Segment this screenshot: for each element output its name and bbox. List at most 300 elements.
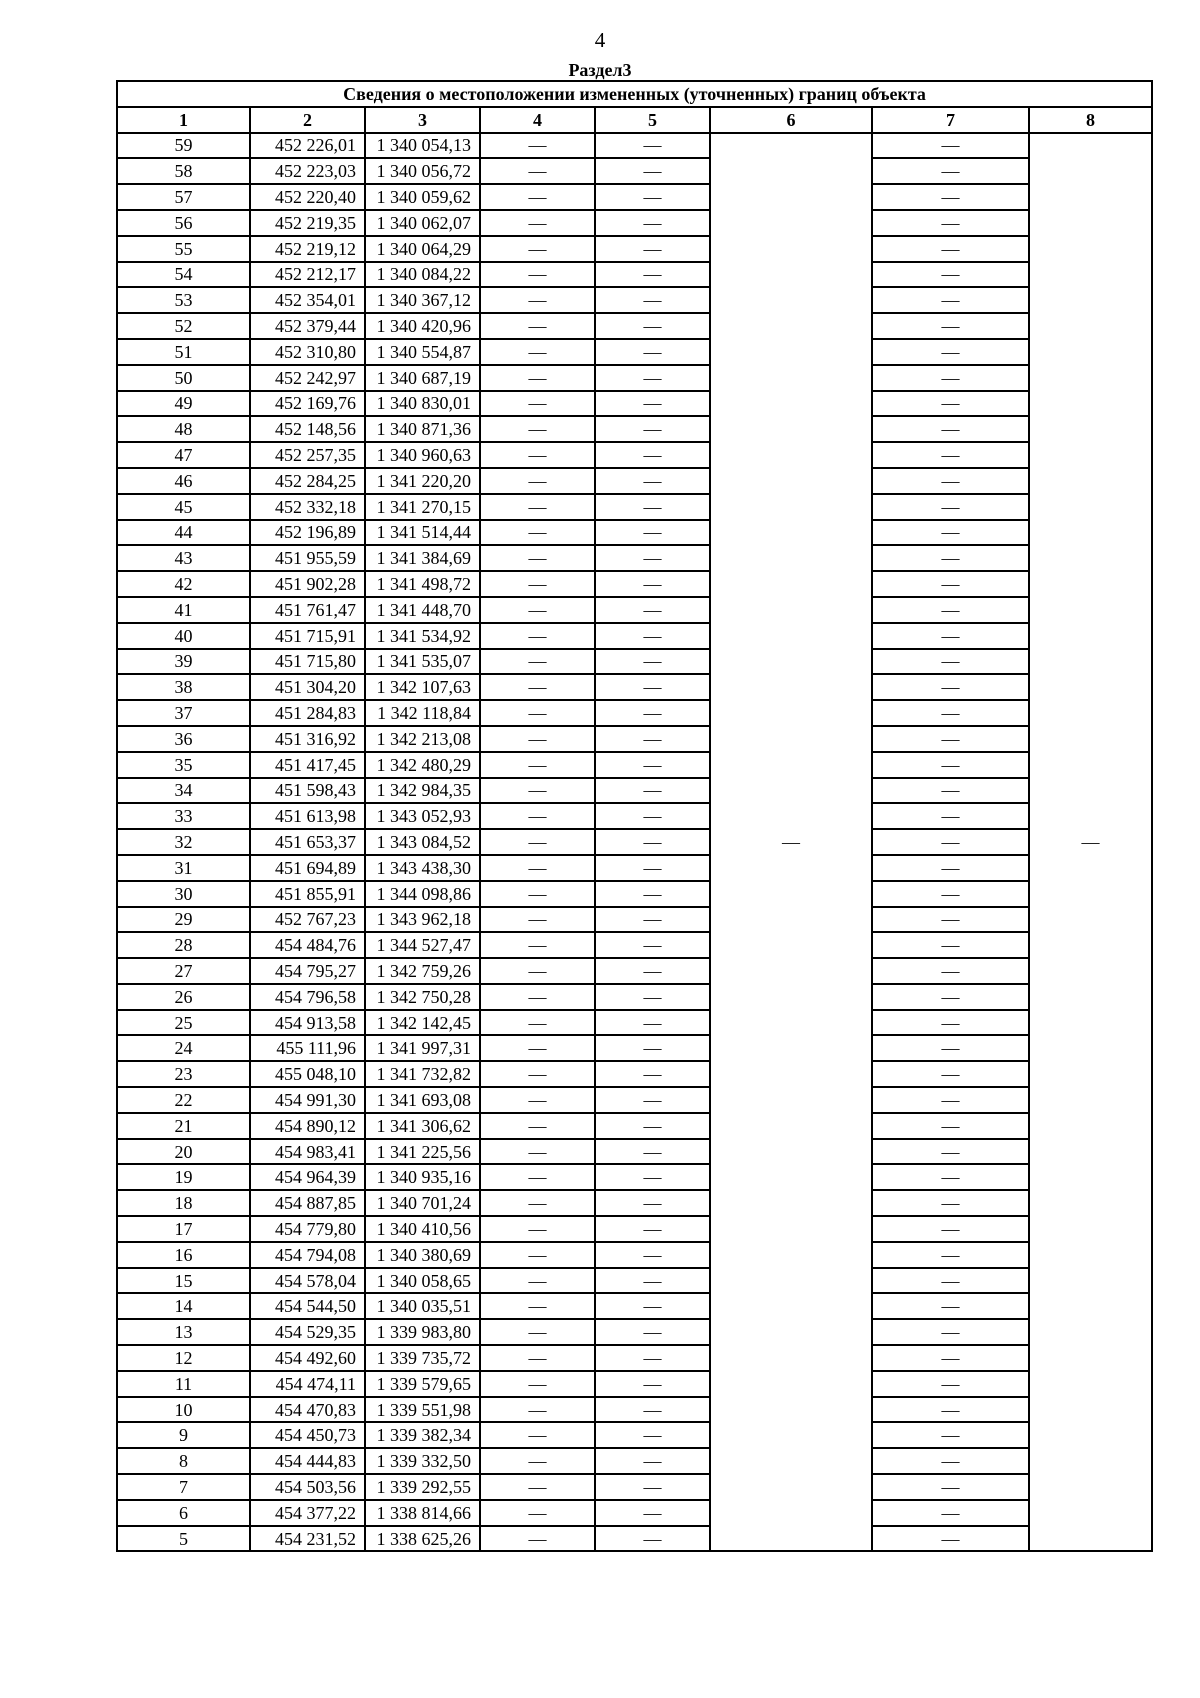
column-7-cell: — — [872, 881, 1029, 907]
coordinate-y-cell: 1 342 142,45 — [365, 1010, 480, 1036]
coordinate-x-cell: 451 598,43 — [250, 778, 365, 804]
coordinate-x-cell: 454 991,30 — [250, 1087, 365, 1113]
column-5-cell: — — [595, 133, 710, 159]
column-4-cell: — — [480, 210, 595, 236]
point-number-cell: 8 — [117, 1448, 250, 1474]
column-5-cell: — — [595, 571, 710, 597]
coordinate-y-cell: 1 341 534,92 — [365, 623, 480, 649]
column-7-cell: — — [872, 1422, 1029, 1448]
column-7-cell: — — [872, 365, 1029, 391]
column-5-cell: — — [595, 287, 710, 313]
coordinate-y-cell: 1 341 693,08 — [365, 1087, 480, 1113]
coordinate-x-cell: 452 169,76 — [250, 391, 365, 417]
coordinate-x-cell: 452 242,97 — [250, 365, 365, 391]
coordinate-y-cell: 1 340 054,13 — [365, 133, 480, 159]
coordinate-y-cell: 1 342 984,35 — [365, 778, 480, 804]
column-7-cell: — — [872, 649, 1029, 675]
column-7-cell: — — [872, 1139, 1029, 1165]
column-7-cell: — — [872, 133, 1029, 159]
column-7-cell: — — [872, 1061, 1029, 1087]
point-number-cell: 14 — [117, 1293, 250, 1319]
coordinate-x-cell: 454 794,08 — [250, 1242, 365, 1268]
coordinate-x-cell: 454 796,58 — [250, 984, 365, 1010]
column-4-cell: — — [480, 1422, 595, 1448]
table-row — [117, 442, 1152, 468]
table-row — [117, 1526, 1152, 1552]
coordinate-x-cell: 452 220,40 — [250, 184, 365, 210]
coordinate-x-cell: 452 354,01 — [250, 287, 365, 313]
column-4-cell: — — [480, 494, 595, 520]
column-7-cell: — — [872, 623, 1029, 649]
coordinate-y-cell: 1 341 220,20 — [365, 468, 480, 494]
column-4-cell: — — [480, 649, 595, 675]
column-header: 7 — [872, 107, 1029, 133]
point-number-cell: 5 — [117, 1526, 250, 1552]
table-row — [117, 726, 1152, 752]
table-row — [117, 210, 1152, 236]
table-row — [117, 958, 1152, 984]
point-number-cell: 20 — [117, 1139, 250, 1165]
coordinate-y-cell: 1 340 367,12 — [365, 287, 480, 313]
coordinate-y-cell: 1 340 084,22 — [365, 262, 480, 288]
point-number-cell: 33 — [117, 803, 250, 829]
coordinate-y-cell: 1 340 935,16 — [365, 1164, 480, 1190]
column-4-cell: — — [480, 597, 595, 623]
table-row — [117, 674, 1152, 700]
column-4-cell: — — [480, 907, 595, 933]
column-7-cell: — — [872, 803, 1029, 829]
point-number-cell: 22 — [117, 1087, 250, 1113]
column-4-cell: — — [480, 158, 595, 184]
coordinate-x-cell: 454 529,35 — [250, 1319, 365, 1345]
coordinate-y-cell: 1 339 735,72 — [365, 1345, 480, 1371]
column-5-cell: — — [595, 958, 710, 984]
column-5-cell: — — [595, 184, 710, 210]
column-5-cell: — — [595, 1113, 710, 1139]
coordinate-y-cell: 1 339 332,50 — [365, 1448, 480, 1474]
point-number-cell: 29 — [117, 907, 250, 933]
coordinate-y-cell: 1 341 384,69 — [365, 545, 480, 571]
column-5-cell: — — [595, 932, 710, 958]
point-number-cell: 7 — [117, 1474, 250, 1500]
column-4-cell: — — [480, 1397, 595, 1423]
coordinate-x-cell: 452 284,25 — [250, 468, 365, 494]
column-7-cell: — — [872, 1164, 1029, 1190]
column-7-cell: — — [872, 778, 1029, 804]
column-4-cell: — — [480, 1500, 595, 1526]
coordinate-y-cell: 1 339 292,55 — [365, 1474, 480, 1500]
column-7-cell: — — [872, 752, 1029, 778]
column-7-cell: — — [872, 932, 1029, 958]
coordinate-y-cell: 1 339 551,98 — [365, 1397, 480, 1423]
page-number: 4 — [594, 28, 606, 52]
column-5-cell: — — [595, 881, 710, 907]
column-4-cell: — — [480, 1010, 595, 1036]
point-number-cell: 41 — [117, 597, 250, 623]
column-5-cell: — — [595, 1422, 710, 1448]
column-7-cell: — — [872, 287, 1029, 313]
column-5-cell: — — [595, 726, 710, 752]
coordinate-y-cell: 1 342 118,84 — [365, 700, 480, 726]
coordinate-y-cell: 1 340 830,01 — [365, 391, 480, 417]
column-4-cell: — — [480, 752, 595, 778]
column-7-cell: — — [872, 468, 1029, 494]
column-5-cell: — — [595, 1526, 710, 1552]
column-header: 4 — [480, 107, 595, 133]
coordinate-y-cell: 1 343 052,93 — [365, 803, 480, 829]
coordinate-x-cell: 451 694,89 — [250, 855, 365, 881]
column-4-cell: — — [480, 1319, 595, 1345]
coordinate-x-cell: 452 212,17 — [250, 262, 365, 288]
column-7-cell: — — [872, 262, 1029, 288]
coordinate-y-cell: 1 340 871,36 — [365, 416, 480, 442]
point-number-cell: 42 — [117, 571, 250, 597]
column-5-cell: — — [595, 649, 710, 675]
table-row — [117, 1010, 1152, 1036]
coordinate-x-cell: 451 284,83 — [250, 700, 365, 726]
coordinate-x-cell: 451 855,91 — [250, 881, 365, 907]
table-row — [117, 339, 1152, 365]
boundary-coordinates-table — [116, 80, 1153, 1552]
column-5-cell: — — [595, 1268, 710, 1294]
column-7-cell: — — [872, 494, 1029, 520]
column-4-cell: — — [480, 133, 595, 159]
table-row — [117, 700, 1152, 726]
point-number-cell: 58 — [117, 158, 250, 184]
column-5-cell: — — [595, 1293, 710, 1319]
coordinate-x-cell: 454 913,58 — [250, 1010, 365, 1036]
column-5-cell: — — [595, 1319, 710, 1345]
column-4-cell: — — [480, 1448, 595, 1474]
column-4-cell: — — [480, 1474, 595, 1500]
point-number-cell: 37 — [117, 700, 250, 726]
table-row — [117, 184, 1152, 210]
column-7-cell: — — [872, 1319, 1029, 1345]
table-row — [117, 236, 1152, 262]
section-title: Раздел3 — [568, 60, 632, 80]
table-row — [117, 1371, 1152, 1397]
table-row — [117, 520, 1152, 546]
column-5-cell: — — [595, 1216, 710, 1242]
column-5-cell: — — [595, 339, 710, 365]
column-4-cell: — — [480, 778, 595, 804]
column-8-merged-cell: — — [1029, 133, 1152, 1552]
coordinate-y-cell: 1 342 480,29 — [365, 752, 480, 778]
coordinate-x-cell: 451 761,47 — [250, 597, 365, 623]
column-7-cell: — — [872, 855, 1029, 881]
coordinate-x-cell: 454 470,83 — [250, 1397, 365, 1423]
coordinate-x-cell: 454 983,41 — [250, 1139, 365, 1165]
column-4-cell: — — [480, 1268, 595, 1294]
table-row — [117, 597, 1152, 623]
column-4-cell: — — [480, 339, 595, 365]
table-row — [117, 1474, 1152, 1500]
point-number-cell: 44 — [117, 520, 250, 546]
column-4-cell: — — [480, 468, 595, 494]
point-number-cell: 28 — [117, 932, 250, 958]
column-7-cell: — — [872, 1268, 1029, 1294]
point-number-cell: 45 — [117, 494, 250, 520]
coordinate-y-cell: 1 342 213,08 — [365, 726, 480, 752]
column-5-cell: — — [595, 700, 710, 726]
coordinate-y-cell: 1 340 420,96 — [365, 313, 480, 339]
coordinate-y-cell: 1 341 270,15 — [365, 494, 480, 520]
coordinate-y-cell: 1 341 514,44 — [365, 520, 480, 546]
column-7-cell: — — [872, 184, 1029, 210]
column-7-cell: — — [872, 726, 1029, 752]
column-4-cell: — — [480, 571, 595, 597]
table-row — [117, 416, 1152, 442]
point-number-cell: 48 — [117, 416, 250, 442]
table-caption-row — [117, 81, 1152, 107]
coordinate-x-cell: 452 310,80 — [250, 339, 365, 365]
coordinate-x-cell: 454 492,60 — [250, 1345, 365, 1371]
column-5-cell: — — [595, 158, 710, 184]
point-number-cell: 17 — [117, 1216, 250, 1242]
coordinate-x-cell: 452 219,12 — [250, 236, 365, 262]
coordinate-y-cell: 1 341 997,31 — [365, 1035, 480, 1061]
point-number-cell: 12 — [117, 1345, 250, 1371]
column-header: 1 — [117, 107, 250, 133]
column-4-cell: — — [480, 416, 595, 442]
column-7-cell: — — [872, 829, 1029, 855]
point-number-cell: 50 — [117, 365, 250, 391]
table-row — [117, 1113, 1152, 1139]
column-7-cell: — — [872, 1010, 1029, 1036]
coordinate-y-cell: 1 338 814,66 — [365, 1500, 480, 1526]
column-number-row — [117, 107, 1152, 133]
column-5-cell: — — [595, 1448, 710, 1474]
column-5-cell: — — [595, 416, 710, 442]
point-number-cell: 11 — [117, 1371, 250, 1397]
coordinate-y-cell: 1 343 438,30 — [365, 855, 480, 881]
coordinate-y-cell: 1 340 554,87 — [365, 339, 480, 365]
coordinate-y-cell: 1 339 579,65 — [365, 1371, 480, 1397]
coordinate-x-cell: 452 257,35 — [250, 442, 365, 468]
coordinate-y-cell: 1 340 056,72 — [365, 158, 480, 184]
coordinate-y-cell: 1 338 625,26 — [365, 1526, 480, 1552]
table-row — [117, 623, 1152, 649]
table-row — [117, 313, 1152, 339]
coordinate-y-cell: 1 339 382,34 — [365, 1422, 480, 1448]
point-number-cell: 19 — [117, 1164, 250, 1190]
coordinate-y-cell: 1 340 035,51 — [365, 1293, 480, 1319]
column-5-cell: — — [595, 1164, 710, 1190]
point-number-cell: 27 — [117, 958, 250, 984]
coordinate-x-cell: 454 377,22 — [250, 1500, 365, 1526]
coordinate-y-cell: 1 340 059,62 — [365, 184, 480, 210]
column-4-cell: — — [480, 287, 595, 313]
point-number-cell: 30 — [117, 881, 250, 907]
point-number-cell: 6 — [117, 1500, 250, 1526]
coordinate-x-cell: 454 450,73 — [250, 1422, 365, 1448]
table-row — [117, 365, 1152, 391]
column-4-cell: — — [480, 1061, 595, 1087]
table-row — [117, 262, 1152, 288]
column-7-cell: — — [872, 520, 1029, 546]
column-7-cell: — — [872, 674, 1029, 700]
column-4-cell: — — [480, 855, 595, 881]
column-4-cell: — — [480, 881, 595, 907]
coordinate-x-cell: 452 226,01 — [250, 133, 365, 159]
table-row — [117, 932, 1152, 958]
point-number-cell: 23 — [117, 1061, 250, 1087]
coordinate-x-cell: 454 795,27 — [250, 958, 365, 984]
point-number-cell: 15 — [117, 1268, 250, 1294]
coordinate-y-cell: 1 341 306,62 — [365, 1113, 480, 1139]
point-number-cell: 35 — [117, 752, 250, 778]
table-row — [117, 1190, 1152, 1216]
column-5-cell: — — [595, 803, 710, 829]
column-7-cell: — — [872, 442, 1029, 468]
column-4-cell: — — [480, 984, 595, 1010]
coordinate-x-cell: 451 902,28 — [250, 571, 365, 597]
coordinate-y-cell: 1 340 687,19 — [365, 365, 480, 391]
point-number-cell: 36 — [117, 726, 250, 752]
coordinate-x-cell: 451 653,37 — [250, 829, 365, 855]
coordinate-y-cell: 1 342 759,26 — [365, 958, 480, 984]
column-header: 2 — [250, 107, 365, 133]
coordinate-y-cell: 1 340 960,63 — [365, 442, 480, 468]
coordinate-x-cell: 451 304,20 — [250, 674, 365, 700]
table-row — [117, 1164, 1152, 1190]
coordinate-y-cell: 1 343 962,18 — [365, 907, 480, 933]
column-header: 3 — [365, 107, 480, 133]
coordinate-x-cell: 454 484,76 — [250, 932, 365, 958]
column-7-cell: — — [872, 391, 1029, 417]
column-4-cell: — — [480, 700, 595, 726]
point-number-cell: 13 — [117, 1319, 250, 1345]
coordinate-y-cell: 1 341 535,07 — [365, 649, 480, 675]
column-4-cell: — — [480, 674, 595, 700]
coordinate-x-cell: 451 417,45 — [250, 752, 365, 778]
column-5-cell: — — [595, 545, 710, 571]
column-6-merged-cell: — — [710, 133, 872, 1552]
column-5-cell: — — [595, 752, 710, 778]
point-number-cell: 38 — [117, 674, 250, 700]
column-4-cell: — — [480, 1113, 595, 1139]
column-7-cell: — — [872, 984, 1029, 1010]
coordinate-x-cell: 454 444,83 — [250, 1448, 365, 1474]
column-7-cell: — — [872, 416, 1029, 442]
table-row — [117, 1448, 1152, 1474]
column-7-cell: — — [872, 158, 1029, 184]
column-5-cell: — — [595, 236, 710, 262]
coordinate-x-cell: 455 048,10 — [250, 1061, 365, 1087]
coordinate-x-cell: 454 578,04 — [250, 1268, 365, 1294]
column-5-cell: — — [595, 262, 710, 288]
table-row — [117, 391, 1152, 417]
column-4-cell: — — [480, 726, 595, 752]
coordinate-x-cell: 452 767,23 — [250, 907, 365, 933]
point-number-cell: 25 — [117, 1010, 250, 1036]
table-row — [117, 649, 1152, 675]
column-5-cell: — — [595, 494, 710, 520]
coordinate-y-cell: 1 340 380,69 — [365, 1242, 480, 1268]
column-header: 6 — [710, 107, 872, 133]
coordinate-x-cell: 451 955,59 — [250, 545, 365, 571]
column-5-cell: — — [595, 1035, 710, 1061]
coordinate-x-cell: 452 332,18 — [250, 494, 365, 520]
point-number-cell: 39 — [117, 649, 250, 675]
column-7-cell: — — [872, 907, 1029, 933]
coordinate-y-cell: 1 342 750,28 — [365, 984, 480, 1010]
column-7-cell: — — [872, 1113, 1029, 1139]
column-5-cell: — — [595, 1500, 710, 1526]
point-number-cell: 51 — [117, 339, 250, 365]
column-5-cell: — — [595, 1371, 710, 1397]
table-caption: Сведения о местоположении измененных (уточненных) границ объекта — [117, 81, 1152, 107]
table-row — [117, 829, 1152, 855]
column-7-cell: — — [872, 1293, 1029, 1319]
coordinate-x-cell: 454 887,85 — [250, 1190, 365, 1216]
table-row — [117, 984, 1152, 1010]
point-number-cell: 31 — [117, 855, 250, 881]
point-number-cell: 21 — [117, 1113, 250, 1139]
coordinate-x-cell: 454 779,80 — [250, 1216, 365, 1242]
column-4-cell: — — [480, 391, 595, 417]
point-number-cell: 32 — [117, 829, 250, 855]
table-row — [117, 1397, 1152, 1423]
coordinate-x-cell: 454 503,56 — [250, 1474, 365, 1500]
coordinate-y-cell: 1 341 448,70 — [365, 597, 480, 623]
column-7-cell: — — [872, 700, 1029, 726]
point-number-cell: 54 — [117, 262, 250, 288]
column-7-cell: — — [872, 1371, 1029, 1397]
column-7-cell: — — [872, 1087, 1029, 1113]
coordinate-y-cell: 1 341 732,82 — [365, 1061, 480, 1087]
coordinate-y-cell: 1 340 058,65 — [365, 1268, 480, 1294]
column-4-cell: — — [480, 1035, 595, 1061]
column-5-cell: — — [595, 674, 710, 700]
column-5-cell: — — [595, 1061, 710, 1087]
table-row — [117, 1268, 1152, 1294]
table-body — [117, 133, 1152, 1552]
column-5-cell: — — [595, 520, 710, 546]
point-number-cell: 57 — [117, 184, 250, 210]
column-7-cell: — — [872, 1190, 1029, 1216]
column-5-cell: — — [595, 391, 710, 417]
coordinate-y-cell: 1 341 225,56 — [365, 1139, 480, 1165]
coordinate-x-cell: 452 196,89 — [250, 520, 365, 546]
coordinate-x-cell: 451 613,98 — [250, 803, 365, 829]
column-4-cell: — — [480, 442, 595, 468]
column-4-cell: — — [480, 365, 595, 391]
column-4-cell: — — [480, 1242, 595, 1268]
coordinate-x-cell: 452 219,35 — [250, 210, 365, 236]
column-5-cell: — — [595, 1087, 710, 1113]
column-5-cell: — — [595, 984, 710, 1010]
coordinate-y-cell: 1 344 527,47 — [365, 932, 480, 958]
coordinate-x-cell: 452 379,44 — [250, 313, 365, 339]
column-4-cell: — — [480, 1190, 595, 1216]
column-7-cell: — — [872, 236, 1029, 262]
coordinate-y-cell: 1 340 701,24 — [365, 1190, 480, 1216]
column-4-cell: — — [480, 958, 595, 984]
column-5-cell: — — [595, 907, 710, 933]
coordinate-x-cell: 454 474,11 — [250, 1371, 365, 1397]
table-row — [117, 158, 1152, 184]
column-4-cell: — — [480, 1371, 595, 1397]
table-row — [117, 1087, 1152, 1113]
coordinate-x-cell: 454 964,39 — [250, 1164, 365, 1190]
column-4-cell: — — [480, 313, 595, 339]
column-4-cell: — — [480, 1087, 595, 1113]
column-5-cell: — — [595, 1397, 710, 1423]
column-5-cell: — — [595, 1345, 710, 1371]
coordinate-y-cell: 1 344 098,86 — [365, 881, 480, 907]
column-4-cell: — — [480, 236, 595, 262]
